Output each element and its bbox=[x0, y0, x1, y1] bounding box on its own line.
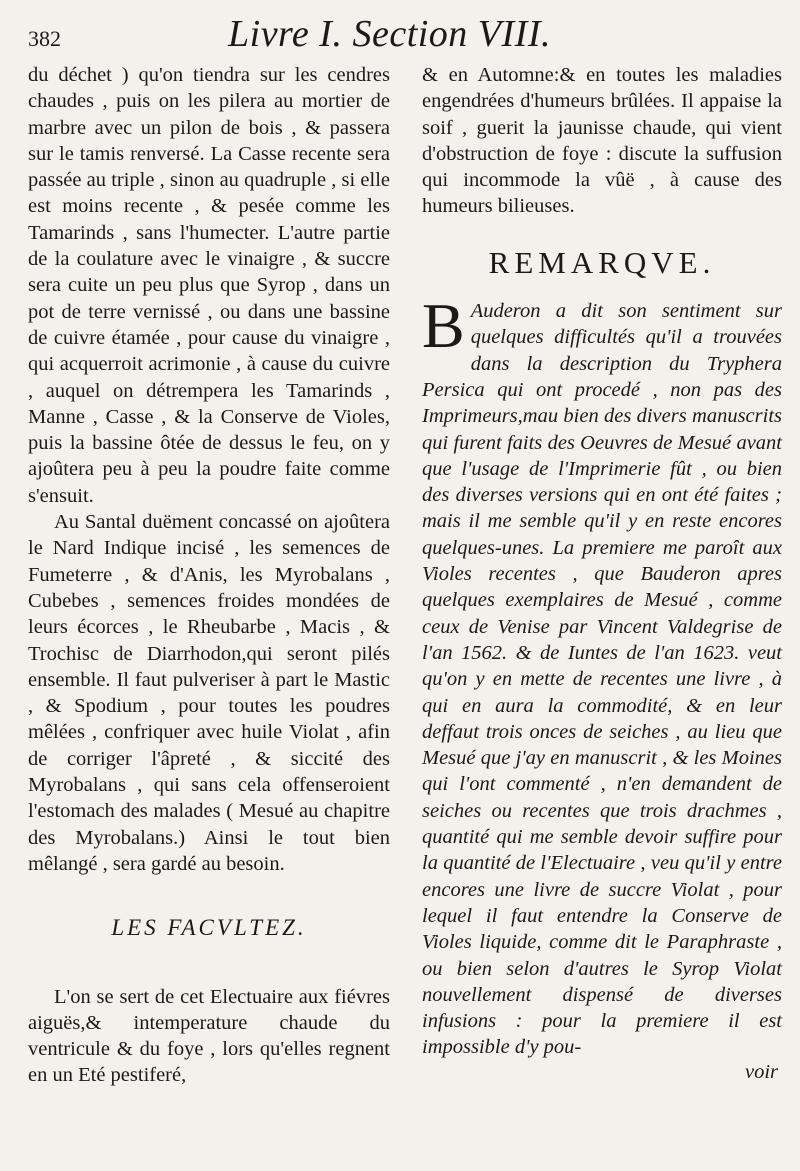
left-paragraph-2: Au Santal duëment concassé on ajoûtera le Nard Indique incisé , les semences de Fumeterre , & d'Anis, les Myrobalans , Cubebes , semences froides mondées de leurs écorces , le Rheubarbe , Macis , & Trochisc de Diarrhodon,qui seront pilés ensemble. Il faut pulveriser à part le Mastic , & Spodium , pour toutes les poudres mêlées , confriquer avec huile Violat , afin de corriger l'âpreté , & siccité des Myrobalans , qui sans cela offenseroient l'estomach des malades ( Mesué au chapitre des Myrobalans.) Ainsi le tout bien mêlangé , sera gardé au besoin. bbox=[28, 511, 390, 875]
running-title: Livre I. Section VIII. bbox=[228, 13, 551, 55]
right-column bbox=[422, 62, 782, 1083]
right-paragraph-1: & en Automne:& en toutes les maladies engendrées d'humeurs brûlées. Il appaise la soif , guerit la jaunisse chaude, qui vient d'obstruction de foye : discute la suffusion qui incommode la vûë , à cause des humeurs bilieuses. bbox=[422, 64, 782, 218]
drop-cap: B bbox=[422, 290, 465, 362]
section-heading: LES FACVLTEZ. bbox=[111, 915, 307, 941]
left-column bbox=[28, 62, 390, 1089]
remarque-body: Auderon a dit son sentiment sur quelques difficultés qu'il a trouvées dans la description du Tryphera Persica qui ont procedé , non pas des Imprimeurs,mau bien des divers manuscrits qui furent faits des Oeuvres de Mesué avant que l'usage de l'Imprimerie fût , ou bien des diverses versions qui en ont été faites ; mais il me semble qu'il y en reste encores quelques-unes. La premiere me paroît aux Violes recentes , que Bauderon apres quelques exemplaires de Mesué , comme ceux de Venise par Vincent Valdegrise de l'an 1562. & de Iuntes de l'an 1623. veut qu'on y en mette de recentes une livre , à qui en aura la commodité, & en leur deffaut trois onces de seiches , au lieu que Mesué que j'ay en manuscrit , & les Moines qui l'ont commenté , n'en demandent de seiches ou recentes que trois drachmes , quantité qui me semble devoir suffire pour la quantité de l'Electuaire , veu qu'il y entre encores une livre de succre Violat , pour lequel il faut entendre la Conserve de Violes liquide, comme dit le Paraphraste , ou bien selon d'autres le Syrop Violat nouvellement dispensé de diverses infusions : pour la premiere il est impossible d'y pou- bbox=[422, 300, 782, 1059]
page-number: 382 bbox=[28, 26, 61, 51]
remarque-paragraph bbox=[422, 290, 782, 1061]
page-header bbox=[28, 12, 788, 62]
left-paragraph-3: L'on se sert de cet Electuaire aux fiévres aiguës,& intemperature chaude du ventricule & du foye , lors qu'elles regnent en un Eté pestiferé, bbox=[28, 985, 390, 1087]
catchword: voir bbox=[744, 1060, 778, 1083]
left-paragraph-1: du déchet ) qu'on tiendra sur les cendres chaudes , puis on les pilera au mortier de marbre avec un pilon de bois , & passera sur le tamis renversé. La Casse recente sera passée au triple , sinon au quadruple , si elle est moins recente , & pesée comme les Tamarinds , sans l'humecter. L'autre partie de la coulature avec le vinaigre , & succre sera cuite un peu plus que Syrop , dans un pot de terre vernissé , ou dans une bassine de cuivre étamée , pour cause du vinaigre , qui acquerroit acrimonie , à cause du cuivre , auquel on détrempera les Tamarinds , Manne , Casse , & la Conserve de Violes, puis la bassine ôtée de dessus le feu, on y ajoûtera peu à peu la poudre faite comme s'ensuit. bbox=[28, 64, 390, 507]
remarque-heading: REMARQVE. bbox=[488, 244, 716, 280]
